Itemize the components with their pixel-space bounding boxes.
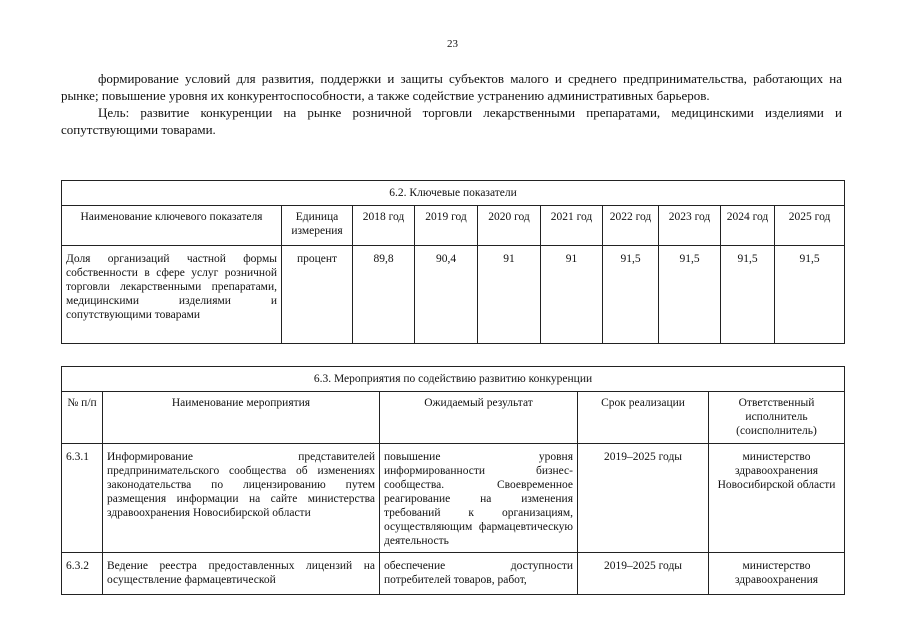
- table-row: [62, 444, 845, 553]
- measure-num: 6.3.1: [62, 444, 103, 553]
- header-year: 2024 год: [721, 206, 775, 246]
- measures-table: [61, 366, 845, 595]
- header-num: № п/п: [62, 392, 103, 444]
- key-indicators-table: [61, 180, 845, 344]
- measure-executor: министерство здравоохранения Новосибирской области: [709, 444, 845, 553]
- measures-caption: 6.3. Мероприятия по содействию развитию конкуренции: [62, 367, 845, 392]
- indicator-value: 90,4: [415, 246, 478, 344]
- header-year: 2023 год: [659, 206, 721, 246]
- measure-num: 6.3.2: [62, 553, 103, 595]
- indicator-value: 89,8: [353, 246, 415, 344]
- measure-period: 2019–2025 годы: [578, 553, 709, 595]
- indicator-value: 91,5: [721, 246, 775, 344]
- indicator-unit: процент: [282, 246, 353, 344]
- page-number: 23: [447, 38, 458, 50]
- header-indicator-name: Наименование ключевого показателя: [62, 206, 282, 246]
- header-measure-name: Наименование мероприятия: [103, 392, 380, 444]
- measure-name: Ведение реестра предоставленных лицензий на осуществление фармацевтической: [103, 553, 380, 595]
- indicator-value: 91,5: [775, 246, 845, 344]
- header-year: 2022 год: [603, 206, 659, 246]
- indicator-value: 91: [478, 246, 541, 344]
- indicator-value: 91: [541, 246, 603, 344]
- header-year: 2021 год: [541, 206, 603, 246]
- header-executor: Ответственный исполнитель (соисполнитель): [709, 392, 845, 444]
- measure-executor: министерство здравоохранения: [709, 553, 845, 595]
- header-year: 2019 год: [415, 206, 478, 246]
- indicator-value: 91,5: [603, 246, 659, 344]
- measure-name: Информирование представителей предпринимательского сообщества об изменениях законодательства по лицензированию путем размещения информации на сайте министерства здравоохранения Новосибирской области: [103, 444, 380, 553]
- table-row: [62, 553, 845, 595]
- intro-text: [61, 70, 842, 138]
- header-year: 2020 год: [478, 206, 541, 246]
- header-expected-result: Ожидаемый результат: [380, 392, 578, 444]
- indicator-name: Доля организаций частной формы собственности в сфере услуг розничной торговли лекарственными препаратами, медицинскими изделиями и сопутствующими товарами: [62, 246, 282, 344]
- intro-paragraph-2: Цель: развитие конкуренции на рынке розничной торговли лекарственными препаратами, медицинскими изделиями и сопутствующими товарами.: [61, 105, 842, 137]
- indicator-value: 91,5: [659, 246, 721, 344]
- measure-result: повышение уровня информированности бизнес-сообщества. Своевременное реагирование на изменения требований к организациям, осуществляющим фармацевтическую деятельность: [380, 444, 578, 553]
- header-year: 2025 год: [775, 206, 845, 246]
- header-period: Срок реализации: [578, 392, 709, 444]
- header-unit: Единица измерения: [282, 206, 353, 246]
- measure-result: обеспечение доступности потребителей товаров, работ,: [380, 553, 578, 595]
- table-row: [62, 246, 845, 344]
- header-year: 2018 год: [353, 206, 415, 246]
- measure-period: 2019–2025 годы: [578, 444, 709, 553]
- key-indicators-caption: 6.2. Ключевые показатели: [62, 181, 845, 206]
- intro-paragraph-1: формирование условий для развития, поддержки и защиты субъектов малого и среднего предпринимательства, работающих на рынке; повышение уровня их конкурентоспособности, а также содействие устранению административных барьеров.: [61, 71, 842, 103]
